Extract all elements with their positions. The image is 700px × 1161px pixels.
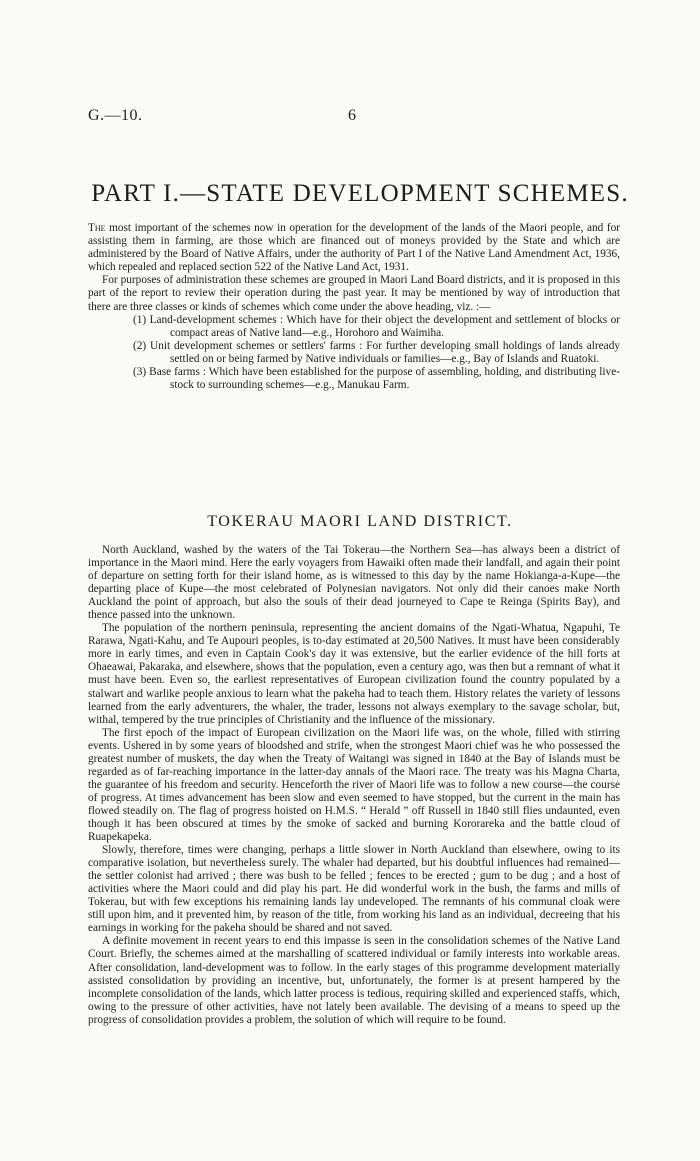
intro-paragraph-1-text: most important of the schemes now in operation for the development of the lands of the Maori people, and for assisting them in farming, are those which are financed out of moneys provided by the State and which are administered by the Board of Native Affairs, under the authority of Part I of the Native Land Amendment Act, 1936, which repealed and replaced section 522 of the Native Land Act, 1931. xyxy=(88,222,620,274)
part-title: PART I.—STATE DEVELOPMENT SCHEMES. xyxy=(91,180,629,207)
scheme-class-item: (1) Land-development schemes : Which have for their object the development and settlement of blocks or compact areas of Native land—e.g., Horohoro and Waimiha. xyxy=(133,313,620,339)
document-reference: G.—10. xyxy=(88,107,143,124)
intro-section xyxy=(88,222,620,392)
body-paragraph: The population of the northern peninsula, representing the ancient domains of the Ngati-Whatua, Ngapuhi, Te Rarawa, Ngati-Kahu, and Te Aupouri peoples, is to-day estimated at 20,500 Natives. It must have been considerably more in early times, and even in Captain Cook's day it was extensive, but the earlier evidence of the hill forts at Ohaeawai, Pakaraka, and elsewhere, shows that the population, even a century ago, was then but a remnant of what it must have been. Even so, the earliest representatives of European civilization found the country populated by a stalwart and warlike people anxious to learn what the pakeha had to teach them. History relates the variety of lessons learned from the early adventurers, the whaler, the trader, lessons not always exemplary to the savage scholar, but, withal, tempered by the true principles of Christianity and the influence of the missionary. xyxy=(88,622,620,726)
body-paragraph: The first epoch of the impact of European civilization on the Maori life was, on the whole, filled with stirring events. Ushered in by some years of bloodshed and strife, when the strongest Maori chief was he who possessed the greatest number of muskets, the day when the Treaty of Waitangi was signed in 1840 at the Bay of Islands must be regarded as of far-reaching importance in the latter-day annals of the Maori race. The treaty was his Magna Charta, the guarantee of his freedom and security. Henceforth the river of Maori life was to follow a new course—the course of progress. At times advancement has been slow and even seemed to have stopped, but the current in the main has flowed steadily on. The flag of progress hoisted on H.M.S. “ Herald ” off Russell in 1840 still flies undaunted, even though it has been obscured at times by the smoke of sacked and burning Kororareka and the battle cloud of Ruapekapeka. xyxy=(88,726,620,844)
section-title: TOKERAU MAORI LAND DISTRICT. xyxy=(207,513,513,530)
scheme-class-item: (2) Unit development schemes or settlers' farms : For further developing small holdings of lands already settled on or being farmed by Native individuals or families—e.g., Bay of Islands and Ruatoki. xyxy=(133,339,620,365)
tokerau-section xyxy=(88,544,620,1027)
scheme-class-list xyxy=(88,314,620,393)
intro-paragraph-1 xyxy=(88,222,620,274)
body-paragraph: A definite movement in recent years to end this impasse is seen in the consolidation schemes of the Native Land Court. Briefly, the schemes aimed at the marshalling of scattered individual or family interests into workable areas. After consolidation, land-development was to follow. In the early stages of this programme development materially assisted consolidation by providing an incentive, but, unfortunately, the former is at present hampered by the incomplete consolidation of the lands, which latter process is tedious, requiring skilled and experienced staffs, which, owing to the pressure of other activities, have not lately been available. The devising of a means to speed up the progress of consolidation provides a problem, the solution of which will require to be found. xyxy=(88,935,620,1026)
body-paragraph: North Auckland, washed by the waters of the Tai Tokerau—the Northern Sea—has always been a district of importance in the Maori mind. Here the early voyagers from Hawaiki often made their landfall, and again their point of departure on setting forth for their island home, as is witnessed to this day by the name Hokianga-a-Kupe—the departing place of Kupe—the most celebrated of Polynesian navigators. Not only did their canoes make North Auckland the point of approach, but also the souls of their dead journeyed to Cape te Reinga (Spirits Bay), and thence passed into the unknown. xyxy=(88,544,620,622)
page-number: 6 xyxy=(348,107,357,124)
scheme-class-item: (3) Base farms : Which have been established for the purpose of assembling, holding, and distributing live-stock to surrounding schemes—e.g., Manukau Farm. xyxy=(133,366,620,392)
intro-lead-word: The xyxy=(88,222,106,234)
body-paragraph: Slowly, therefore, times were changing, perhaps a little slower in North Auckland than elsewhere, owing to its comparative isolation, but nevertheless surely. The whaler had departed, but his doubtful influences had remained—the settler colonist had arrived ; there was bush to be felled ; fences to be erected ; gum to be dug ; and a host of activities where the Maori could and did play his part. He did wonderful work in the bush, the farms and mills of Tokerau, but with few exceptions his remaining lands lay undeveloped. The remnants of his communal cloak were still upon him, and it prevented him, by reason of the title, from working his land as an individual, decreeing that his earnings in working for the pakeha should be shared and not saved. xyxy=(88,844,620,935)
intro-paragraph-2: For purposes of administration these schemes are grouped in Maori Land Board districts, and it is proposed in this part of the report to review their operation during the past year. It may be mentioned by way of introduction that there are three classes or kinds of schemes which come under the above heading, viz. :— xyxy=(88,274,620,313)
